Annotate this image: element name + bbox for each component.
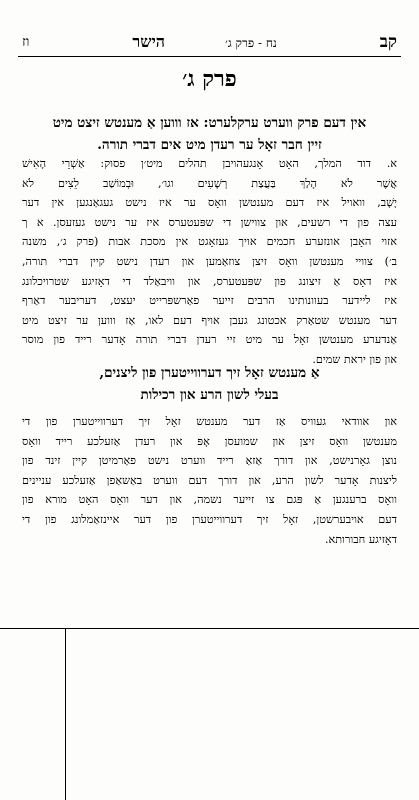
body-line: יָשָׁב, וואויל איז דעם מענטשן וואָס ער איז נישט געגאַנגען אין דער [22, 196, 397, 210]
book-title: הישר [132, 32, 165, 51]
body-line: ליצנות אָדער לשון הרע, און דורך דעם ווערט באַשאַפן אַזעלכע עניינים [22, 473, 397, 487]
body-line: אַנדערע מענטשן זאָל ער מיט זיי רעדן דברי תורה אָדער רייד פון מוסר [22, 333, 397, 347]
chapter-reference: נח - פרק ג׳ [224, 36, 277, 50]
scan-border-bottom [0, 628, 419, 629]
body-line: איז דאָס אַ זיצונג פון שפּעטערס, און וויבאַלד די דאָזיגע שטרויכלונג [22, 274, 397, 288]
section-1-body [22, 154, 397, 370]
body-line: איז ליידער בעוונותינו הרבים זייער פאַרשפּרייט יעצט, דעריבער דאַרף [22, 294, 397, 308]
body-line: דער מענטש שטאַרק אכטונג געבן אויף דעם לאו, אַז וווען ער זיצט מיט [22, 313, 397, 327]
hebrew-folio-number: וז [22, 33, 30, 50]
body-line: דעם אויבערשטן, זאָל זיך דערווייטערן פון דער איינזאַמלונג פון די [22, 512, 397, 526]
body-line: און אוודאי געוויס אַז דער מענטש זאָל זיך דערווייטערן פון די [22, 415, 397, 428]
body-line: דאָזיגע חבורותא. [324, 532, 397, 546]
section-1-heading-line: אין דעם פרק ווערט ערקלערט: אז וווען אַ מענטש זיצט מיט [52, 115, 367, 131]
header-rule [18, 56, 401, 57]
section-1-heading [22, 112, 397, 156]
body-line: וואָס ברענגען אַ פּגם צו זייער נשמה, און דער וואָס האָט מורא פון [22, 493, 397, 507]
section-2-heading [22, 362, 397, 406]
section-1-heading-line: זיין חבר זאָל ער רעדן מיט אים דברי תורה. [97, 137, 322, 153]
body-line: ב׳) צוויי מענטשן וואָס זיצן צוזאַמען און רעדן נישט קיין דברי תורה, [22, 254, 397, 268]
body-line: אֲשֶׁר לֹא הָלַךְ בַּעֲצַת רְשָׁעִים וגו׳, וּבְמוֹשַׁב לֵצִים לֹא [22, 176, 397, 190]
header-center [132, 32, 276, 52]
body-line: נוצן גאָרנישט, און דורך אַזאַ רייד ווערט נישט פאַרמיטן קיין זינד פון [22, 454, 397, 468]
section-2-body [22, 412, 397, 549]
scan-border-vertical [65, 628, 66, 800]
section-2-heading-line: בעלי לשון הרע און רכילות [140, 387, 279, 403]
chapter-title: פרק ג׳ [182, 66, 237, 92]
page-number: קב [379, 32, 397, 52]
body-line: און פון יראת שמים. [312, 352, 397, 366]
body-line: א. דוד המלך, האָט אָנגעהויבן תהלים מיט׳ן פסוק: אַשְׁרֵי הָאִישׁ [22, 157, 397, 170]
body-line: מענטשן וואָס זיצן און שמועסן אָפּ און רעדן אַזעלכע רייד וואָס [22, 434, 397, 448]
running-header [22, 30, 397, 54]
body-line: עצה פון די רשעים, און צווישן די שפּעטערס איז ער נישט געזעסן. א ך [22, 215, 397, 229]
section-2-heading-line: אַ מענטש זאָל זיך דערווייטערן פון ליצנים, [99, 365, 320, 381]
body-line: אזוי האָבן אונזערע חכמים אויך געזאָגט אין מסכת אבות (פרק ג׳, משנה [22, 235, 397, 249]
